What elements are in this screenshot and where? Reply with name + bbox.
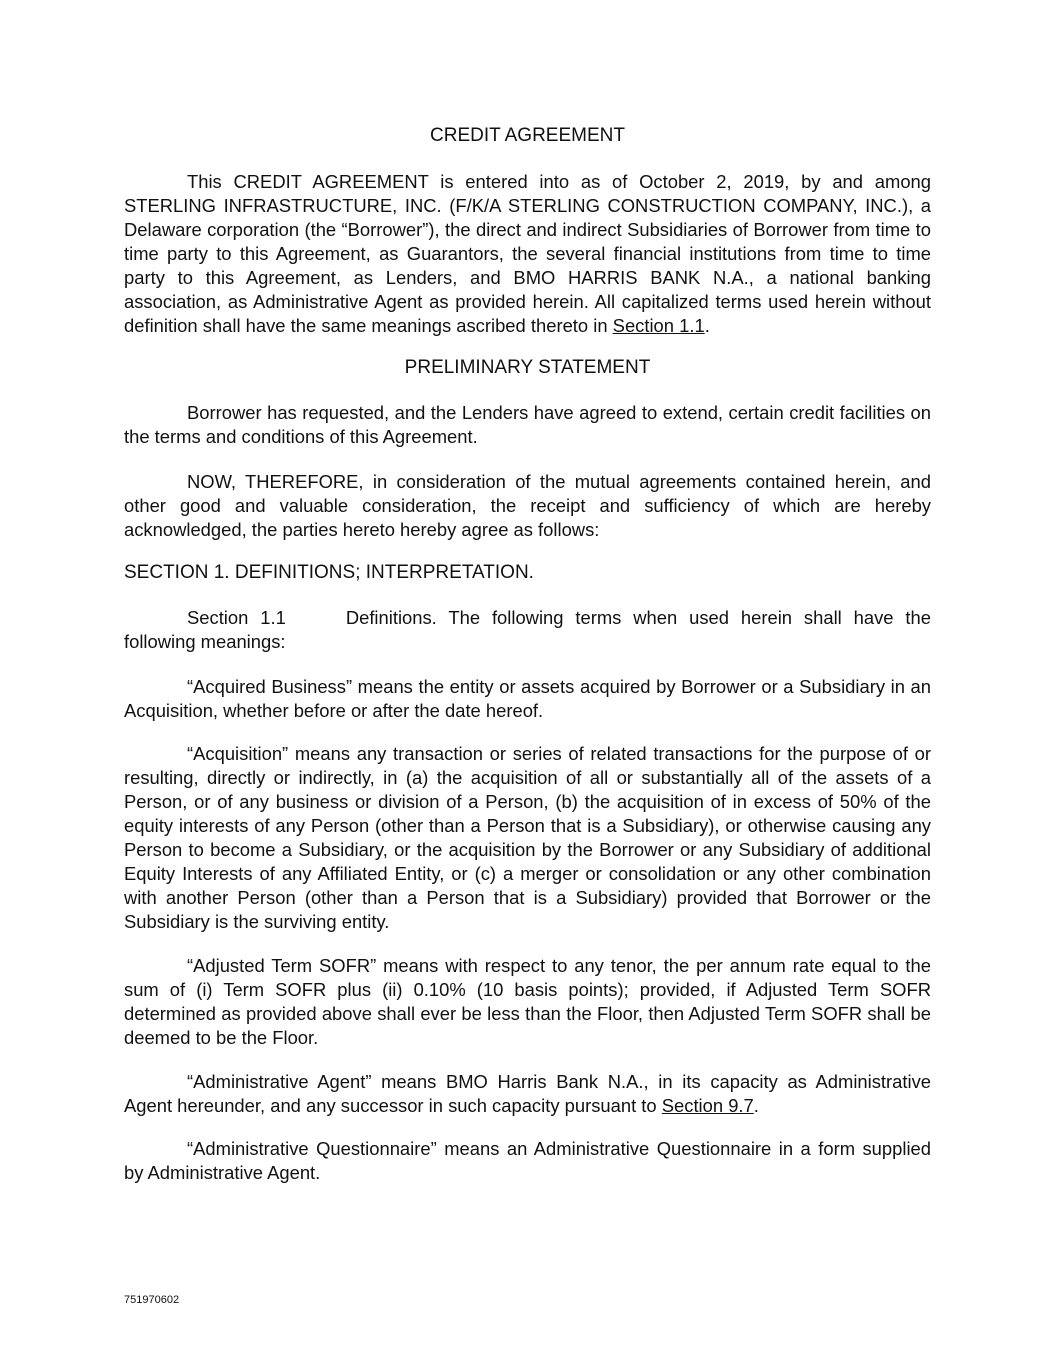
document-title: CREDIT AGREEMENT <box>430 125 625 146</box>
section-1-1-text: Definitions. The following terms when used herein shall have the following meanings: <box>124 607 931 652</box>
intro-text: This CREDIT AGREEMENT is entered into as of October 2, 2019, by and among STERLING INFRASTRUCTURE, INC. (F/K/A STERLING CONSTRUCTION COMPANY, INC.), a Delaware corporation (the “Borrower”), the direct and indirect Subsidiaries of Borrower from time to time party to this Agreement, as Guarantors, the several financial institutions from time to time party to this Agreement, as Lenders, and BMO HARRIS BANK N.A., a national banking association, as Administrative Agent as provided herein. All capitalized terms used herein without definition shall have the same meanings ascribed thereto in <box>124 171 931 336</box>
definition-acquired-business: “Acquired Business” means the entity or assets acquired by Borrower or a Subsidiary in an Acquisition, whether before or after the date hereof. <box>124 676 931 721</box>
section-1-1-link[interactable]: Section 1.1 <box>612 315 705 336</box>
administrative-agent-end: . <box>753 1095 759 1116</box>
preliminary-paragraph: Borrower has requested, and the Lenders have agreed to extend, certain credit facilities on the terms and conditions of this Agreement. <box>124 402 931 447</box>
intro-paragraph <box>124 170 931 338</box>
footer-document-id: 751970602 <box>124 1294 180 1306</box>
definition-administrative-agent <box>124 1070 931 1118</box>
section-1-1-number: Section 1.1 <box>187 607 286 628</box>
administrative-agent-text: “Administrative Agent” means BMO Harris Bank N.A., in its capacity as Administrative Agent hereunder, and any successor in such capacity pursuant to <box>124 1071 931 1116</box>
section-9-7-link[interactable]: Section 9.7 <box>661 1095 754 1116</box>
definition-administrative-questionnaire: “Administrative Questionnaire” means an Administrative Questionnaire in a form supplied by Administrative Agent. <box>124 1138 931 1183</box>
now-therefore-paragraph: NOW, THEREFORE, in consideration of the mutual agreements contained herein, and other good and valuable consideration, the receipt and sufficiency of which are hereby acknowledged, the parties hereto hereby agree as follows: <box>124 471 931 540</box>
intro-end: . <box>704 315 710 336</box>
definition-acquisition: “Acquisition” means any transaction or series of related transactions for the purpose of or resulting, directly or indirectly, in (a) the acquisition of all or substantially all of the assets of a Person, or of any business or division of a Person, (b) the acquisition of in excess of 50% of the equity interests of any Person (other than a Person that is a Subsidiary), or otherwise causing any Person to become a Subsidiary, or the acquisition by the Borrower or any Subsidiary of additional Equity Interests of any Affiliated Entity, or (c) a merger or consolidation or any other combination with another Person (other than a Person that is a Subsidiary) provided that Borrower or the Subsidiary is the surviving entity. <box>124 743 931 932</box>
section-1-heading: SECTION 1. DEFINITIONS; INTERPRETATION. <box>124 562 534 583</box>
definition-adjusted-term-sofr: “Adjusted Term SOFR” means with respect to any tenor, the per annum rate equal to the sum of (i) Term SOFR plus (ii) 0.10% (10 basis points); provided, if Adjusted Term SOFR determined as provided above shall ever be less than the Floor, then Adjusted Term SOFR shall be deemed to be the Floor. <box>124 955 931 1048</box>
section-1-1-paragraph <box>124 606 931 654</box>
preliminary-statement-title: PRELIMINARY STATEMENT <box>404 357 651 378</box>
